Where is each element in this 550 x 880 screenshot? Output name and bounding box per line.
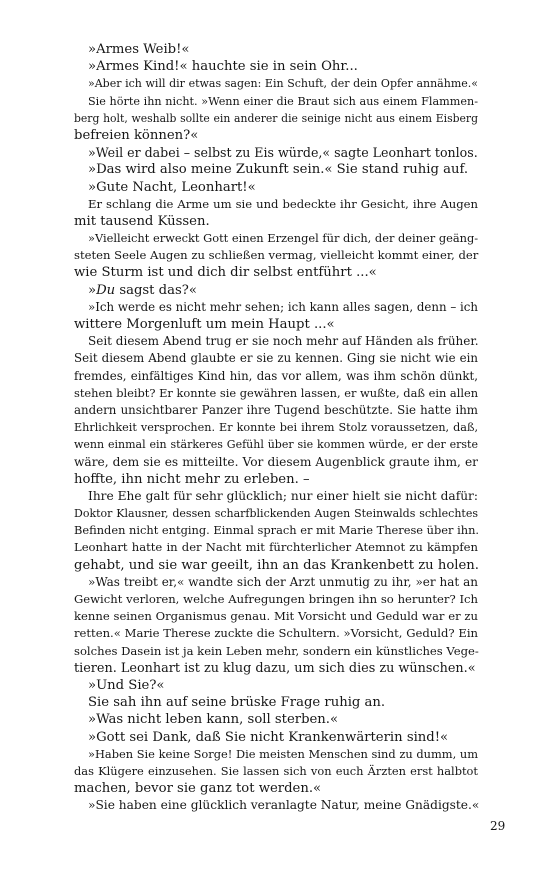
text-line: »Ich werde es nicht mehr sehen; ich kann alles sagen, denn – ich — [88, 299, 478, 314]
text-line: gehabt, und sie war geeilt, ihn an das Krankenbett zu holen. — [74, 557, 479, 573]
text-line: Sie sah ihn auf seine brüske Frage ruhig an. — [88, 695, 386, 711]
text-line: »Armes Kind!« hauchte sie in sein Ohr... — [88, 59, 358, 75]
book-page-text — [74, 41, 478, 814]
text-line: »Aber ich will dir etwas sagen: Ein Schuft, der dein Opfer annähme.« — [88, 77, 478, 91]
text-line: steten Seele Augen zu schließen vermag, vielleicht kommt einer, der — [74, 248, 479, 263]
text-line: solches Dasein ist ja kein Leben mehr, sondern ein künstliches Vege- — [74, 643, 479, 658]
text-line: »Vielleicht erweckt Gott einen Erzengel für dich, der deiner geäng- — [88, 231, 479, 246]
text-line: »Gute Nacht, Leonhart!« — [88, 179, 256, 195]
text-line: Doktor Klausner, dessen scharfblickenden Augen Steinwalds schlechtes — [74, 507, 478, 521]
text-line: »Was nicht leben kann, soll sterben.« — [88, 712, 339, 728]
text-line: tieren. Leonhart ist zu klug dazu, um sich dies zu wünschen.« — [74, 660, 476, 676]
text-line: andern unsichtbarer Panzer ihre Tugend beschützte. Sie hatte ihm — [74, 402, 478, 417]
text-line: wenn einmal ein stärkeres Gefühl über sie kommen würde, er der erste — [74, 438, 478, 452]
text-line: Sie hörte ihn nicht. »Wenn einer die Braut sich aus einem Flammen- — [88, 94, 478, 108]
text-line: Seit diesem Abend trug er sie noch mehr auf Händen als früher. — [88, 334, 479, 349]
text-line: »Sie haben eine glücklich veranlagte Natur, meine Gnädigste.« — [88, 798, 480, 813]
text-line: befreien können?« — [74, 127, 199, 143]
text-line: das Klügere einzusehen. Sie lassen sich von euch Ärzten erst halbtot — [74, 763, 478, 778]
text-line: wittere Morgenluft um mein Haupt ...« — [74, 317, 335, 332]
text-line: »Das wird also meine Zukunft sein.« Sie stand ruhig auf. — [88, 162, 469, 178]
text-line: kenne seinen Organismus genau. Mit Vorsicht und Geduld war er zu — [74, 609, 478, 624]
text-line: »Und Sie?« — [88, 677, 165, 693]
text-line: Gewicht verloren, welche Aufregungen bringen ihn so herunter? Ich — [74, 592, 478, 606]
emphasis-word: Du — [96, 282, 116, 298]
text-line: Befinden nicht entging. Einmal sprach er mit Marie Therese über ihn. — [74, 523, 480, 538]
text-line: Ehrlichkeit versprochen. Er konnte bei ihrem Stolz voraussetzen, daß, — [74, 421, 478, 435]
text-line: berg holt, weshalb sollte ein anderer die seinige nicht aus einem Eisberg — [74, 111, 478, 125]
text-line: Seit diesem Abend glaubte er sie zu kennen. Ging sie nicht wie ein — [74, 351, 478, 366]
text-line: »Weil er dabei – selbst zu Eis würde,« sagte Leonhart tonlos. — [88, 145, 478, 161]
text-line: »Gott sei Dank, daß Sie nicht Krankenwärterin sind!« — [88, 729, 449, 745]
text-line: retten.« Marie Therese zuckte die Schultern. »Vorsicht, Geduld? Ein — [74, 626, 478, 641]
text-line: mit tausend Küssen. — [74, 213, 210, 229]
text-line: Ihre Ehe galt für sehr glücklich; nur einer hielt sie nicht dafür: — [88, 488, 478, 503]
text-line: »Armes Weib!« — [88, 42, 190, 57]
text-line: Leonhart hatte in der Nacht mit fürchterlicher Atemnot zu kämpfen — [74, 540, 478, 555]
text-line: fremdes, einfältiges Kind hin, das vor allem, was ihm schön dünkt, — [74, 368, 478, 383]
text-line: wäre, dem sie es mitteilte. Vor diesem Augenblick graute ihm, er — [74, 454, 478, 469]
text-line: »Was treibt er,« wandte sich der Arzt unmutig zu ihr, »er hat an — [88, 574, 478, 589]
text-line: »Haben Sie keine Sorge! Die meisten Menschen sind zu dumm, um — [88, 746, 478, 761]
text-line: stehen bleibt? Er konnte sie gewähren lassen, er wußte, daß ein allen — [74, 385, 479, 400]
text-line: wie Sturm ist und dich dir selbst entführt ...« — [74, 265, 377, 281]
text-line: Er schlang die Arme um sie und bedeckte ihr Gesicht, ihre Augen — [88, 196, 478, 211]
text-line: hoffte, ihn nicht mehr zu erleben. – — [74, 471, 310, 487]
text-line: machen, bevor sie ganz tot werden.« — [74, 781, 322, 797]
page-number: 29 — [490, 819, 506, 833]
text-line: »Du sagst das?« — [88, 282, 197, 298]
